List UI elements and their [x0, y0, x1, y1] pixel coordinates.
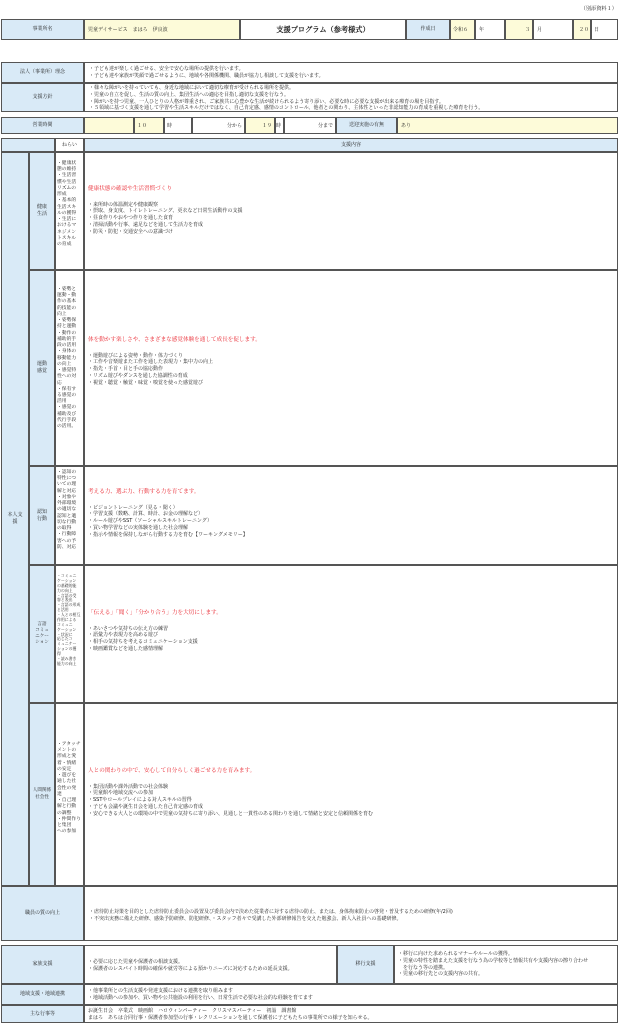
- content-line: ・不突出実務に備えた研修、感染予防研修、防犯研修、・スタッフ者々で受講した外部研修報告を交えた勉強会、新人入社員への基礎研修。: [89, 915, 402, 922]
- transition-label: 移行支援: [337, 945, 394, 984]
- quality-label: 職員の質の向上: [1, 886, 84, 941]
- policy-line: ・様々な障がいを持っていても、身近な地域において適切な療育が受けられる場所を提供。: [89, 85, 295, 91]
- domain-name-text: 言語 コミュ ニケー ション: [35, 621, 49, 646]
- content-line: を行なう等の連携。: [398, 964, 449, 971]
- policy-line: ・障がいを持つ児童、一人ひとりの人格が尊重され、ご家族共に心豊かな生活が続けられるよう寄り添い、必要な時に必要な支援が出来る療育の場を目指す。: [89, 98, 444, 105]
- family-text: [84, 945, 337, 984]
- content-line: ・地域活動への参加や、買い物や公共施設の利用を行い、日常生活で必要な社会的な経験を育てます: [88, 994, 313, 1001]
- domain-name-social: [29, 703, 55, 886]
- content-line: ・虐待防止対策を目的とした虐待防止委員会の設置及び委員会内で決めた従業者に対する虐待の防止、または、身体拘束防止の啓発・普及するための研修(年/2回): [89, 909, 453, 915]
- content-line: まはろ あちは合同行事・保護者参加型の行事・レクリエーションを通して保護者に子どもたちの事業所での様子を知らせる。: [88, 1014, 373, 1021]
- domain-name-text: 健康 生活: [36, 204, 47, 217]
- facility-name: 児童デイサービス まはろ 伊良波: [84, 19, 240, 40]
- domain-headline: 「伝える」「聞く」「分かり合う」力を大切にします。: [88, 610, 222, 616]
- domain-content-health: [84, 152, 618, 270]
- month-field: ３: [505, 19, 533, 40]
- content-line: ・工作や音楽遊また工作を通した表現力・集中力の向上: [88, 359, 214, 366]
- domain-aims-motor: ・姿勢と 運動・動 作の基本 的技能の 向上 ・姿勢保 持と運動 ・動作の 補助的手 段の活用 ・身体の 移動能力 の向上 ・感覚特 性への対 応 ・保有す る感覚の 活用 ・感覚の 補助及び 代行手段 の活用。: [55, 270, 84, 466]
- content-line: ・指先・手首・目と手の協応動作: [88, 366, 164, 373]
- content-line: ・視覚・聴覚・触覚・味覚・嗅覚を使った感覚遊び: [88, 379, 204, 386]
- content-line: ・移行に向けた求められるマナーやルールの獲得。: [398, 951, 513, 957]
- domain-content-language: [84, 565, 618, 703]
- domain-name-text: 認知 行動: [36, 508, 47, 522]
- content-line: ・集団活動や課外活動での社会体験: [88, 783, 169, 790]
- content-line: ・運動遊びによる姿勢・動作・体力づくり: [88, 352, 184, 359]
- domain-name-health: [29, 152, 55, 270]
- content-line: ・他事業所との生活支援や発達支援における連携を取り組みます: [88, 988, 234, 994]
- content-line: ・摂取、身支度、トイレトレーニング、更衣など日常生活動作の支援: [88, 208, 243, 215]
- content-line: ・児童の移行先との支援内容の共有。: [398, 971, 484, 978]
- content-line: ・児童の特性を踏まえた支援を行なう為の学校等と情報共有や支援内容の擦り合わせ: [398, 957, 589, 964]
- content-line: ・来所時の体温測定や健康観察: [88, 201, 159, 208]
- content-line: ・SSTやロールプレイによる対人スキルの習得: [88, 797, 192, 804]
- policy-line: ・児童の自立を促し、生活の質の向上、集団生活への適応を目指し適切な支援を行なう。: [89, 91, 290, 98]
- domain-headline: 体を動かす楽しさや、さまざまな感覚体験を通して成長を促します。: [88, 337, 261, 343]
- start-min-unit: 分から: [192, 117, 245, 134]
- appendix-label: （別添資料１）: [580, 6, 617, 12]
- philosophy-line: ・子ども達や家族が笑顔で過ごせるように、地域や各関係機関、職員が協力し相談して支援を行います。: [89, 72, 324, 79]
- content-line: ・映画鑑賞などを通した感情理解: [88, 645, 164, 652]
- end-min-unit: 分まで: [284, 117, 336, 134]
- community-text: [84, 984, 618, 1005]
- start-hour-pad: [84, 117, 134, 134]
- policy-line: ・５領域に基づく支援を通して学習や生活スキルだけではなく、自己肯定感、感情のコントロール、他者との関わり、主体性といった非認知能力の育成を重視した療育を行う。: [89, 105, 484, 112]
- domain-headline: 人との関わりの中で、安心して自分らしく過ごせる力を育みます。: [88, 768, 256, 774]
- policy-text: [84, 83, 618, 112]
- community-label: 地域支援・地域連携: [1, 984, 84, 1005]
- content-line: ・安心できる大人との環境の中で児童の気持ちに寄り添い、見通しと一貫性のある関わりを通して情緒と安定と信頼関係を育む: [88, 810, 374, 817]
- created-label: 作成日: [406, 19, 450, 40]
- end-hour-unit: 時: [275, 117, 284, 134]
- start-hour: １０: [134, 117, 164, 134]
- philosophy-text: [84, 62, 618, 83]
- domain-name-motor: [29, 270, 55, 466]
- content-line: ・ビジョントレーニング（見る・聞く）: [88, 504, 178, 511]
- philosophy-line: ・子ども達が楽しく過ごせる、安全で安心な場所の提供を行います。: [89, 66, 244, 72]
- content-line: ・学習支援（数略、計算、時計、お金の理解など）: [88, 511, 204, 518]
- domain-content-social: [84, 703, 618, 886]
- content-line: ・必要に応じた児童や保護者の相談支援。: [88, 959, 184, 965]
- transition-text: [394, 945, 618, 984]
- day-unit: 日: [591, 19, 618, 40]
- content-line: ・清掃活動や行事、遠足などを通して生活力を育成: [88, 221, 204, 228]
- content-line: ・相手の気持ちを考えるコミュニケーション支援: [88, 639, 198, 646]
- content-line: ・防災・防犯・交通安全への意識づけ: [88, 228, 174, 235]
- content-line: ・昼食作りやおやつ作りを通した食育: [88, 215, 174, 222]
- domain-name-language: [29, 565, 55, 703]
- philosophy-label: 法人（事業所）理念: [1, 62, 84, 83]
- policy-label: 支援方針: [1, 83, 84, 112]
- facility-label: 事業所名: [1, 19, 84, 40]
- events-text: [84, 1005, 618, 1023]
- start-hour-unit: 時: [164, 117, 192, 134]
- domain-content-cognition: [84, 466, 618, 565]
- content-line: ・保護者のレスパイト時間の確保や就労等による預かりニーズに対応するための延長支援。: [88, 965, 293, 972]
- domain-aims-social: ・アタッチ メントの 形成と愛 着・情緒 の安定 ・遊びを 通した社 会性の発 達 ・自己理 解と行動 の調整 ・仲間作り と集団 への参加: [55, 703, 84, 886]
- day-field: ２０: [573, 19, 591, 40]
- aim-header: ねらい: [55, 138, 84, 152]
- events-label: 主な行事等: [1, 1005, 84, 1023]
- content-line: ・語彙力や表現力を高める遊び: [88, 632, 159, 639]
- era-field: 令和６: [450, 19, 475, 40]
- transport-label: 送迎実施の有無: [336, 117, 397, 134]
- table-corner: [1, 138, 55, 152]
- main-support-label: [1, 152, 29, 886]
- content-line: ・児童館や地域交流への参加: [88, 790, 154, 797]
- content-line: お誕生日会 卒業式 映画館 ハロウィンパーティー クリスマスパーティー 初詣 調書館: [88, 1008, 297, 1014]
- domain-headline: 健康状態の確認や生活習慣づくり: [88, 186, 172, 192]
- domain-name-cognition: [29, 466, 55, 565]
- transport-value: あり: [397, 117, 618, 134]
- content-line: ・指示や情報を保持しながら行動する力を育む【ワーキングメモリー】: [88, 531, 248, 538]
- content-line: ・子ども会議や誕生日会を通した自己肯定感の育成: [88, 803, 204, 810]
- content-header: 支援内容: [84, 138, 618, 152]
- main-support-text: 本人支援: [7, 512, 23, 525]
- month-unit: 月: [533, 19, 573, 40]
- domain-aims-cognition: ・認知の 特性につ いての理 解と対応 ・対象や 外部環境 の適切な 認知と適 切な行動 の取得 ・行動障 害への予 防、対応: [55, 466, 84, 565]
- content-line: ・リズム遊びやダンスを通した協調性の育成: [88, 372, 188, 379]
- content-line: ・あいさつや気持ちの伝え方の練習: [88, 625, 169, 632]
- hours-label: 営業時間: [1, 117, 84, 134]
- end-hour: １９: [245, 117, 275, 134]
- domain-name-text: 人間関係 社会性: [32, 788, 52, 800]
- quality-text: [84, 886, 618, 941]
- domain-aims-language: ・コミュニ ケーション の基礎的能 力の向上 ・言語の受 容と表出 ・言語の形成 と活用 ・人との相互 作用による コミュニ ケーション ・状況に 応じたコ ミュニケー ションの獲 得 ・読み書き 能力の向上: [55, 565, 84, 703]
- family-label: 家族支援: [1, 945, 84, 984]
- content-line: ・ルール遊びやSST（ソーシャルスキルトレーニング）: [88, 518, 212, 525]
- domain-name-text: 運動 感覚: [36, 361, 47, 374]
- domain-content-motor: [84, 270, 618, 466]
- domain-headline: 考える力、選ぶ力、行動する力を育てます。: [88, 489, 200, 495]
- content-line: ・買い物学習などの実体験を通した社会理解: [88, 524, 189, 531]
- domain-aims-health: ・健康状 態の維持 ・生活習 慣や生活 リズムの 形成 ・基本的 生活スキ ルの獲得 ・生活に おけるマ ネジメン トスキル の育成: [55, 152, 84, 270]
- document-title: 支援プログラム（参考様式）: [240, 19, 406, 40]
- year-unit: 年: [475, 19, 505, 40]
